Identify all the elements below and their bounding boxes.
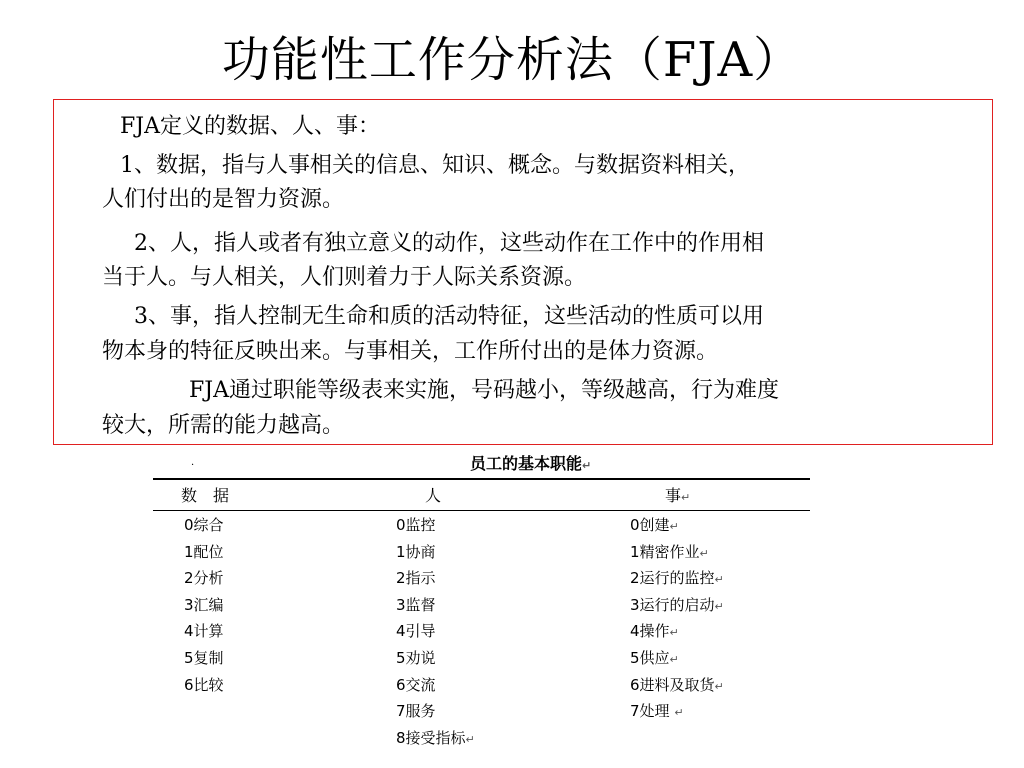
- paragraph-mark-icon: ↵: [714, 573, 724, 587]
- table-header-things-label: 事: [665, 486, 682, 505]
- paragraph-mark-icon: ↵: [714, 599, 724, 613]
- people-item: 2指示: [396, 569, 436, 588]
- things-item-row: [630, 618, 724, 645]
- people-item: 3监督: [396, 595, 436, 614]
- definition-box: [53, 99, 993, 445]
- definition-line-5: 当于人。与人相关，人们则着力于人际关系资源。: [102, 265, 587, 290]
- things-item-row: [630, 672, 724, 699]
- people-item: 6交流: [396, 675, 436, 694]
- things-item-row: [630, 592, 724, 619]
- people-item: 1协商: [396, 542, 436, 561]
- page-title: 功能性工作分析法（FJA）: [221, 32, 803, 88]
- things-item: 7处理: [630, 702, 670, 721]
- people-item: 8接受指标: [396, 728, 466, 747]
- definition-line-8: FJA通过职能等级表来实施，号码越小，等级越高，行为难度: [189, 378, 779, 403]
- paragraph-mark-icon: ↵: [669, 652, 679, 666]
- paragraph-mark-icon: ↵: [681, 491, 691, 504]
- people-column: [396, 512, 475, 751]
- things-item: 4操作: [630, 622, 670, 641]
- things-item-row: [630, 565, 724, 592]
- definition-line-2: 1、数据，指与人事相关的信息、知识、概念。与数据资料相关，: [120, 153, 750, 178]
- data-item: 6比较: [184, 675, 224, 694]
- people-item: 5劝说: [396, 648, 436, 667]
- paragraph-mark-icon: ↵: [465, 732, 475, 746]
- paragraph-mark-icon: ↵: [674, 706, 684, 720]
- data-item: 5复制: [184, 648, 224, 667]
- things-item: 1精密作业: [630, 542, 700, 561]
- things-item: 5供应: [630, 648, 670, 667]
- things-item-row: [630, 698, 724, 725]
- data-column: [184, 512, 224, 698]
- definition-line-1: FJA定义的数据、人、事：: [120, 114, 380, 139]
- definition-line-7: 物本身的特征反映出来。与事相关，工作所付出的是体力资源。: [102, 339, 719, 364]
- definition-line-4: 2、人，指人或者有独立意义的动作，这些动作在工作中的作用相: [134, 231, 764, 256]
- data-item: 4计算: [184, 622, 224, 641]
- people-item-row: [396, 725, 475, 752]
- table-header-things: [665, 486, 690, 508]
- paragraph-mark-icon: ↵: [669, 626, 679, 640]
- table-top-rule: [153, 478, 810, 480]
- paragraph-mark-icon: ↵: [669, 520, 679, 533]
- things-item: 0创建: [630, 516, 670, 534]
- table-header-rule: [153, 510, 810, 511]
- things-item-row: [630, 512, 724, 539]
- things-item: 6进料及取货: [630, 675, 715, 694]
- people-item: 0监控: [396, 516, 436, 534]
- things-item: 2运行的监控: [630, 569, 715, 588]
- definition-line-6: 3、事，指人控制无生命和质的活动特征，这些活动的性质可以用: [134, 304, 764, 329]
- things-item-row: [630, 645, 724, 672]
- table-header-people: 人: [425, 486, 442, 505]
- things-item: 3运行的启动: [630, 595, 715, 614]
- definition-line-9: 较大，所需的能力越高。: [102, 413, 345, 438]
- paragraph-mark-icon: ↵: [582, 459, 592, 472]
- table-caption: [470, 454, 591, 476]
- things-column: [630, 512, 724, 725]
- things-item-row: [630, 539, 724, 566]
- data-item: 3汇编: [184, 595, 224, 614]
- data-item: 0综合: [184, 516, 224, 534]
- people-item: 7服务: [396, 702, 436, 721]
- data-item: 2分析: [184, 569, 224, 588]
- table-caption-text: 员工的基本职能: [470, 454, 583, 473]
- caption-tick: ·: [191, 460, 195, 471]
- data-item: 1配位: [184, 542, 224, 561]
- definition-line-3: 人们付出的是智力资源。: [102, 187, 345, 212]
- paragraph-mark-icon: ↵: [699, 546, 709, 560]
- people-item: 4引导: [396, 622, 436, 641]
- paragraph-mark-icon: ↵: [714, 679, 724, 693]
- table-header-data: 数 据: [181, 486, 230, 505]
